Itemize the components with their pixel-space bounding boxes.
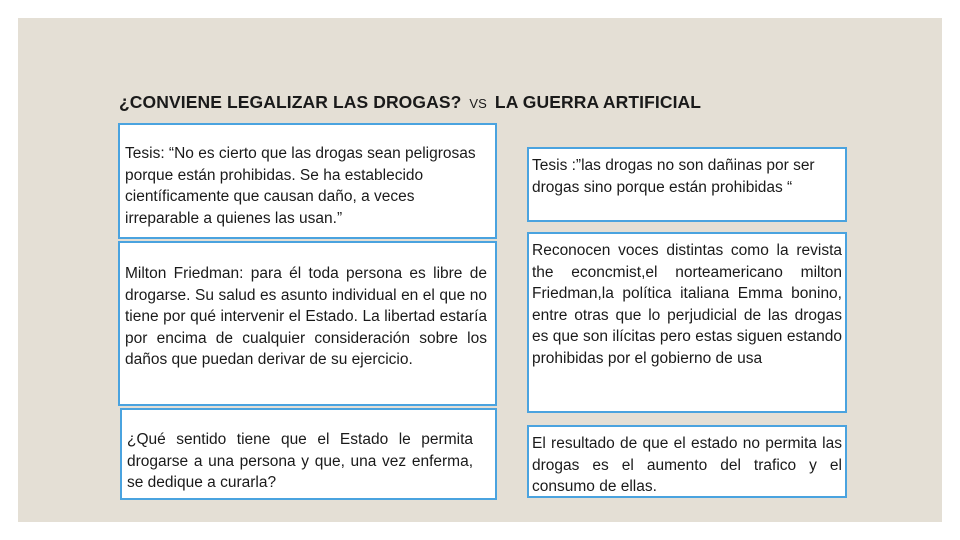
friedman-box bbox=[118, 241, 497, 406]
title-left: ¿CONVIENE LEGALIZAR LAS DROGAS? bbox=[119, 92, 462, 112]
title-right: LA GUERRA ARTIFICIAL bbox=[494, 92, 702, 112]
question-text: ¿Qué sentido tiene que el Estado le permita drogarse a una persona y que, una vez enferma, se dedique a curarla? bbox=[127, 431, 473, 492]
title-vs: VS bbox=[469, 96, 487, 111]
voices-box bbox=[527, 232, 847, 413]
thesis-box-left bbox=[118, 123, 497, 239]
thesis-text-left: Tesis: “No es cierto que las drogas sean peligrosas porque están prohibidas. Se ha establecido científicamente que causan daño, a veces irreparable a quienes las usan.” bbox=[125, 145, 476, 227]
slide-title bbox=[119, 92, 701, 113]
result-text: El resultado de que el estado no permita las drogas es el aumento del trafico y el consumo de ellas. bbox=[532, 435, 842, 496]
friedman-text: Milton Friedman: para él toda persona es libre de drogarse. Su salud es asunto individual en el que no tiene por qué intervenir el Estado. La libertad estaría por encima de cualquier consideración sobre los daños que puedan derivar de su ejercicio. bbox=[125, 265, 487, 369]
question-box bbox=[120, 408, 497, 500]
voices-text: Reconocen voces distintas como la revista the econcmist,el norteamericano milton Friedman,la política italiana Emma bonino, entre otras que lo perjudicial de las drogas es que son ilícitas pero estas siguen estando prohibidas por el gobierno de usa bbox=[532, 242, 842, 367]
thesis-text-right: Tesis :”las drogas no son dañinas por ser drogas sino porque están prohibidas “ bbox=[532, 157, 815, 196]
result-box bbox=[527, 425, 847, 498]
thesis-box-right bbox=[527, 147, 847, 222]
